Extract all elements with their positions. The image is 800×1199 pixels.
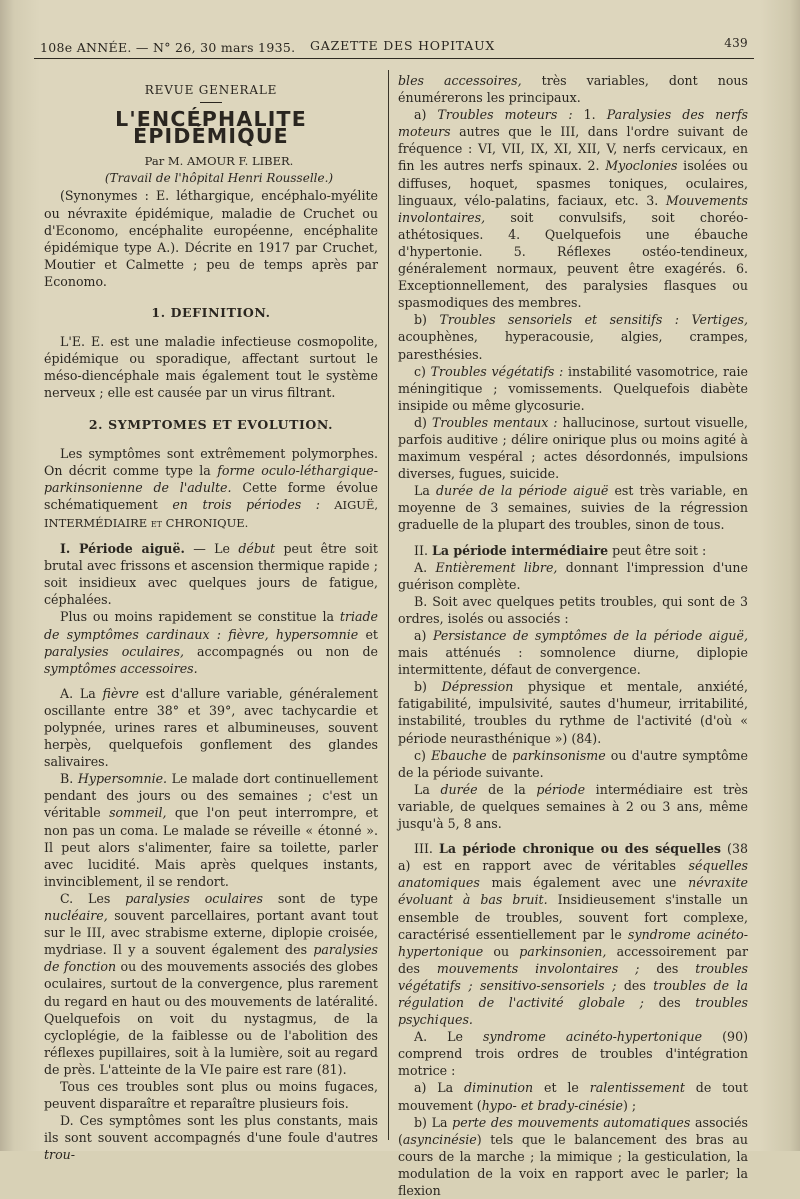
hypersomnie-paragraph: B. Hypersomnie. Le malade dort continuellement pendant des jours ou des semaines ; c'est un véritable sommeil, que l'on peut interrompre, et non pas un coma. Le malade se réveille « étonné ». Il peut alors s'alimenter, faire sa toilette, parler avec lucidité. Mais après quelques instants, invinciblement, il se rendort. — [44, 771, 379, 889]
article-affiliation: (Travail de l'hôpital Henri Rousselle.) — [104, 171, 334, 186]
duree-intermediaire-paragraph: La durée de la période intermédiaire est très variable, de quelques semaines à 2 ou 3 ans, même jusqu'à 5, 8 ans. — [398, 781, 749, 832]
paralysies-paragraph: C. Les paralysies oculaires sont de type nucléaire, souvent parcellaires, portant avant tout sur le III, avec strabisme externe, diplopie croisée, mydriase. Il y a souvent également des paralysies de fonction ou des mouvements associés des globes oculaires, surtout de la convergence, plus rarement du regard en haut ou des mouvements de latéralité. Quelquefois on voit du nystagmus, de la cycloplégie, de la faiblesse ou de l'abolition des réflexes pupillaires, soit à la lumière, soit au regard de près. L'atteinte de la VIe paire est rare (81). — [44, 890, 379, 1077]
intermediaire-b-paragraph: B. Soit avec quelques petits troubles, qui sont de 3 ordres, isolés ou associés : — [398, 593, 748, 626]
triade-paragraph: Plus ou moins rapidement se constitue la triade de symptômes cardinaux : fièvre, hypersomnie et paralysies oculaires, accompagnés ou non de symptômes accessoires. — [44, 609, 378, 676]
perte-mouvements-paragraph: b) La perte des mouvements automatiques associés (asyncinésie) tels que le balancement des bras au cours de la marche ; la mimique ; la gesticulation, la modulation de la voix en rapport avec le parler; la flexion — [398, 1114, 748, 1198]
diminution-paragraph: a) La diminution et le ralentissement de tout mouvement (hypo- et brady-cinésie) ; — [398, 1080, 748, 1113]
section-label: REVUE GENERALE — [144, 83, 278, 97]
article-title: L'ENCÉPHALITE ÉPIDÉMIQUE — [115, 107, 307, 149]
troubles-moteurs-paragraph: a) Troubles moteurs : 1. Paralysies des nerfs moteurs autres que le III, dans l'ordre suivant de fréquence : VI, VII, IX, XI, XII, V, nerfs cervicaux, en fin les autres nerfs spinaux. 2. Myoclonies isolées ou diffuses, hoquet, spasmes toniques, oculaires, linguaux, vélo-palatins, faciaux, etc. 3. Mouvements involontaires, soit convulsifs, soit choréo-athétosiques. 4. Quelquefois une ébauche d'hypertonie. 5. Réflexes ostéo-tendineux, généralement normaux, peuvent être exagérés. 6. Exceptionnellement, des paralysies flasques ou spasmodiques des membres. — [398, 107, 749, 311]
fugaces-paragraph: Tous ces troubles sont plus ou moins fugaces, peuvent disparaître et reparaître plusieurs fois. — [44, 1078, 378, 1112]
title-rule — [200, 102, 222, 103]
troubles-vegetatifs-paragraph: c) Troubles végétatifs : instabilité vasomotrice, raie méningitique ; vomissements. Quelquefois diabète insipide ou même glycosurie. — [398, 363, 748, 413]
section-heading-symptomes: 2. SYMPTOMES ET EVOLUTION. — [88, 416, 334, 432]
fievre-paragraph: A. La fièvre est d'allure variable, généralement oscillante entre 38° et 39°, avec tachycardie et polypnée, urines rares et albumineuses, souvent herpès, quelquefois gonflement des glandes salivaires. — [44, 685, 378, 770]
page-number: 439 — [724, 36, 748, 50]
periode-chronique-paragraph: III. La période chronique ou des séquelles (38 a) est en rapport avec de véritables séquelles anatomiques mais également avec une névraxite évoluant à bas bruit. Insidieusement s'installe un ensemble de troubles, souvent fort complexe, caractérisé essentiellement par le syndrome acinéto-hypertonique ou parkinsonien, accessoirement par des mouvements involontaires ; des troubles végétatifs ; sensitivo-sensoriels ; des troubles de la régulation de l'activité globale ; des troubles psychiques. — [398, 841, 749, 1028]
article-author: Par M. AMOUR F. LIBER. — [144, 154, 294, 169]
page-header — [40, 34, 748, 54]
issue-info: 108e ANNÉE. — N° 26, 30 mars 1935. — [40, 40, 296, 55]
synonymes-paragraph: (Synonymes : E. léthargique, encéphalo-myélite ou névraxite épidémique, maladie de Cruchet ou d'Economo, encéphalite européenne, encéphalite épidémique type A.). Décrite en 1917 par Cruchet, Moutier et Calmette ; peu de temps après par Economo. — [44, 188, 378, 289]
right-column — [398, 72, 748, 1199]
persistance-paragraph: a) Persistance de symptômes de la période aiguë, mais atténués : somnolence diurne, diplopie intermittente, défaut de convergence. — [398, 628, 748, 678]
syndrome-paragraph: A. Le syndrome acinéto-hypertonique (90) comprend trois ordres de troubles d'intégration motrice : — [398, 1029, 748, 1079]
troubles-mentaux-paragraph: d) Troubles mentaux : hallucinose, surtout visuelle, parfois auditive ; délire onirique plus ou moins agité à maximum vespéral ; actes désordonnés, impulsions diverses, fugues, suicide. — [398, 414, 749, 482]
section-heading-definition: 1. DEFINITION. — [151, 305, 271, 321]
journal-name: GAZETTE DES HOPITAUX — [310, 38, 496, 53]
periode-intermediaire-paragraph: II. La période intermédiaire peut être soit : — [414, 542, 707, 558]
left-column — [44, 74, 378, 1163]
header-rule — [34, 58, 754, 59]
depression-paragraph: b) Dépression physique et mentale, anxiété, fatigabilité, impulsivité, sautes d'humeur, irritabilité, instabilité, troubles du rythme de l'activité (d'où « période neurasthénique ») (84). — [398, 679, 748, 746]
duree-aigue-paragraph: La durée de la période aiguë est très variable, en moyenne de 3 semaines, suivies de la régression graduelle de la plupart des troubles, sinon de tous. — [398, 483, 749, 533]
continuation-paragraph: bles accessoires, très variables, dont nous énumérerons les principaux. — [398, 73, 748, 106]
column-divider — [388, 70, 389, 1140]
intermediaire-a-paragraph: A. Entièrement libre, donnant l'impression d'une guérison complète. — [398, 559, 749, 592]
ebauche-paragraph: c) Ebauche de parkinsonisme ou d'autre symptôme de la période suivante. — [398, 747, 748, 780]
definition-paragraph: L'E. E. est une maladie infectieuse cosmopolite, épidémique ou sporadique, affectant surtout le méso-diencéphale mais également tout le système nerveux ; elle est causée par un virus filtrant. — [44, 334, 378, 401]
accessoires-paragraph: D. Ces symptômes sont les plus constants, mais ils sont souvent accompagnés d'une foule d'autres trou- — [44, 1113, 378, 1163]
periode-aigue-paragraph: I. Période aiguë. — Le début peut être soit brutal avec frissons et ascension thermique rapide ; soit insidieux avec quelques jours de fatigue, céphalées. — [44, 541, 378, 608]
symptomes-paragraph: Les symptômes sont extrêmement polymorphes. On décrit comme type la forme oculo-léthargique-parkinsonienne de l'adulte. Cette forme évolue schématiquement en trois périodes : AIGUË, INTERMÉDIAIRE et CHRONIQUE. — [44, 445, 378, 530]
troubles-sensoriels-paragraph: b) Troubles sensoriels et sensitifs : Vertiges, acouphènes, hyperacousie, algies, crampes, paresthésies. — [398, 312, 748, 362]
